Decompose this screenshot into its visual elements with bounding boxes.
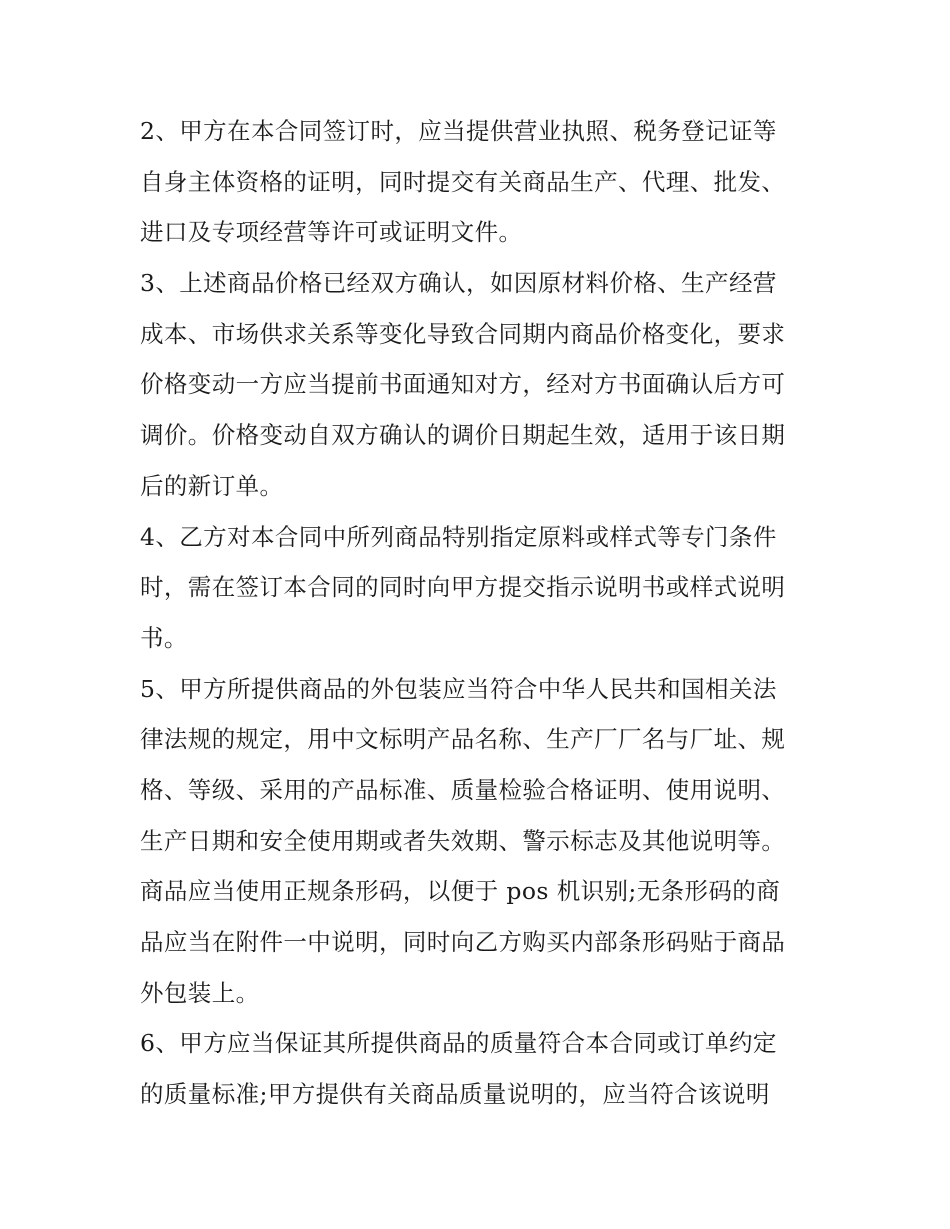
text-line: 的质量标准;甲方提供有关商品质量说明的，应当符合该说明 xyxy=(140,1080,770,1109)
text-line: 时，需在签订本合同的同时向甲方提交指示说明书或样式说明 xyxy=(140,573,786,602)
text-line: 5、甲方所提供商品的外包装应当符合中华人民共和国相关法 xyxy=(140,674,777,703)
contract-text-body xyxy=(140,106,820,1120)
text-line: 价格变动一方应当提前书面通知对方，经对方书面确认后方可 xyxy=(140,370,786,399)
text-line: 格、等级、采用的产品标准、质量检验合格证明、使用说明、 xyxy=(140,775,786,804)
text-line: 进口及专项经营等许可或证明文件。 xyxy=(140,218,523,247)
text-line: 自身主体资格的证明，同时提交有关商品生产、代理、批发、 xyxy=(140,167,786,196)
text-line: 商品应当使用正规条形码，以便于 pos 机识别;无条形码的商 xyxy=(140,877,781,906)
text-line: 后的新订单。 xyxy=(140,471,284,500)
text-line: 书。 xyxy=(140,623,188,652)
text-line: 4、乙方对本合同中所列商品特别指定原料或样式等专门条件 xyxy=(140,522,777,551)
text-line: 成本、市场供求关系等变化导致合同期内商品价格变化，要求 xyxy=(140,319,786,348)
text-line: 生产日期和安全使用期或者失效期、警示标志及其他说明等。 xyxy=(140,826,786,855)
text-line: 律法规的规定，用中文标明产品名称、生产厂厂名与厂址、规 xyxy=(140,725,786,754)
text-line: 2、甲方在本合同签订时，应当提供营业执照、税务登记证等 xyxy=(140,117,777,145)
text-line: 外包装上。 xyxy=(140,978,260,1007)
text-line: 调价。价格变动自双方确认的调价日期起生效，适用于该日期 xyxy=(140,421,786,450)
text-line: 品应当在附件一中说明，同时向乙方购买内部条形码贴于商品 xyxy=(140,928,786,956)
text-line: 3、上述商品价格已经双方确认，如因原材料价格、生产经营 xyxy=(140,269,777,298)
text-line: 6、甲方应当保证其所提供商品的质量符合本合同或订单约定 xyxy=(140,1029,777,1058)
